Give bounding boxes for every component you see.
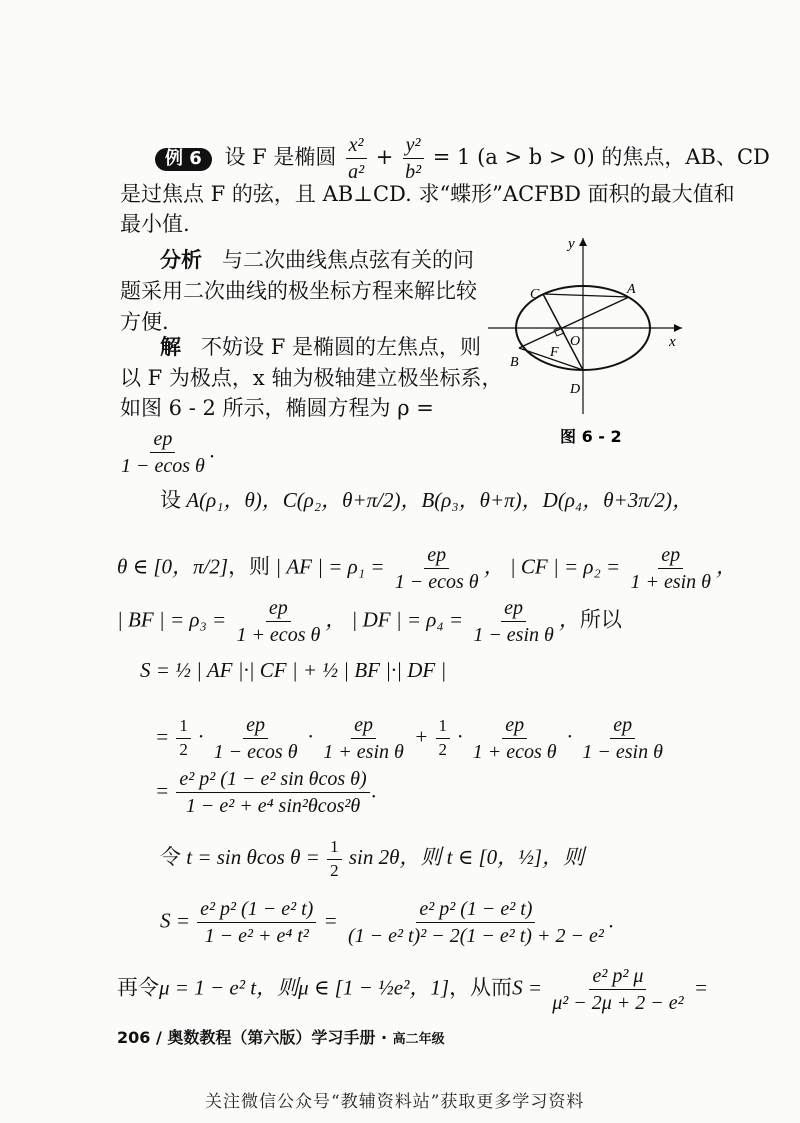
grade-label: 高二年级 [392, 1032, 445, 1047]
example-badge: 例 6 [155, 148, 212, 171]
analysis-line-2: 题采用二次曲线的极坐标方程来解比较 [120, 279, 477, 303]
solution-line-2: 以 F 为极点，x 轴为极轴建立极坐标系， [120, 366, 503, 390]
label-o: O [570, 334, 581, 349]
book-title: / 奥数教程（第六版）学习手册 · [155, 1028, 393, 1047]
page-number: 206 [117, 1028, 151, 1047]
bf-df-line: | BF | = ρ₃ = $\frac{ep}{\text{1 + ecos θ}}$ ， | DF | = ρ₄ = $\frac{ep}{\text{1 − esin θ}}$ ，所以 [117, 597, 622, 646]
solution-label: 解 [160, 335, 181, 359]
label-b: B [510, 355, 519, 370]
ellipse-x-term: $\frac{\text{x²}}{\text{a²}}$ [345, 134, 367, 183]
segment-ca [543, 294, 629, 297]
mu-substitution: 再令μ = 1 − e² t，则μ ∈ [1 − ½e²，1]，从而S = $\frac{\text{e² p² μ}}{\text{μ² − 2μ + 2 − e²}}$ = [117, 965, 709, 1014]
label-y: y [568, 236, 575, 252]
figure-caption: 图 6 - 2 [560, 427, 622, 446]
polar-equation: $\frac{ep}{\text{1 − ecos θ}}$ . [121, 428, 216, 477]
page-footer [117, 1030, 445, 1046]
points-line: 设 A(ρ₁，θ)，C(ρ₂，θ+π/2)，B(ρ₃，θ+π)，D(ρ₄，θ+3π/2)， [160, 488, 694, 512]
analysis-label: 分析 [160, 248, 202, 272]
s-result: = $\frac{\text{e² p² (1 − e² sin θcos θ)}}{\text{1 − e² + e⁴ sin²θcos²θ}}$ . [155, 768, 377, 817]
label-f: F [550, 345, 559, 360]
example-line-1: 例 6 设 F 是椭圆 $\frac{\text{x²}}{\text{a²}}$ + $\frac{\text{y²}}{\text{b²}}$ = 1 (a > b > 0) 的焦点，AB、CD [155, 134, 770, 183]
af-cf-line: θ ∈ [0，π/2]，则 | AF | = ρ₁ = $\frac{ep}{\text{1 − ecos θ}}$ ， | CF | = ρ₂ = $\frac{ep}{\text{1 + esin θ}}$ ， [117, 544, 738, 593]
solution-line-1: 解 不妨设 F 是椭圆的左焦点，则 [160, 335, 481, 359]
t-substitution: 令 t = sin θcos θ = $\frac{1}{2}$ sin 2θ，则 t ∈ [0，½]，则 [160, 837, 585, 880]
example-intro: 设 F 是椭圆 [224, 145, 337, 169]
x-axis-arrow [674, 324, 682, 332]
s-in-t: S = $\frac{\text{e² p² (1 − e² t)}}{\text{1 − e² + e⁴ t²}}$ = $\frac{\text{e² p² (1 − e² t)}}{\text{(1 − e² t)² − 2(1 − e² t) + 2 − e²}}$ . [160, 898, 615, 947]
bottom-watermark: 关注微信公众号“教辅资料站”获取更多学习资料 [205, 1092, 585, 1112]
example-line-2: 是过焦点 F 的弦，且 AB⊥CD. 求“蝶形”ACFBD 面积的最大值和 [120, 182, 735, 206]
label-a: A [627, 282, 636, 297]
label-c: C [530, 287, 540, 302]
ellipse-y-term: $\frac{\text{y²}}{\text{b²}}$ [402, 134, 424, 183]
y-axis-arrow [579, 238, 587, 246]
solution-line-3: 如图 6 - 2 所示，椭圆方程为 ρ = [120, 396, 434, 420]
example-line-3: 最小值. [120, 212, 190, 236]
label-x: x [669, 334, 676, 350]
analysis-line-3: 方便. [120, 310, 169, 334]
s-expanded: = $\frac{1}{2}$ · $\frac{ep}{\text{1 − ecos θ}}$ · $\frac{ep}{\text{1 + esin θ}}$ + $\frac{1}{2}$ · $\frac{ep}{\text{1 + ecos θ}}$ · $\frac{ep}{\text{1 − esin θ}}$ [155, 714, 663, 763]
analysis-line-1: 分析 与二次曲线焦点弦有关的问 [160, 248, 475, 272]
label-d: D [570, 382, 581, 397]
ellipse-figure [488, 236, 688, 451]
s-definition: S = ½ | AF |·| CF | + ½ | BF |·| DF | [140, 658, 447, 682]
example-condition: = 1 (a > b > 0) 的焦点，AB、CD [432, 145, 770, 169]
